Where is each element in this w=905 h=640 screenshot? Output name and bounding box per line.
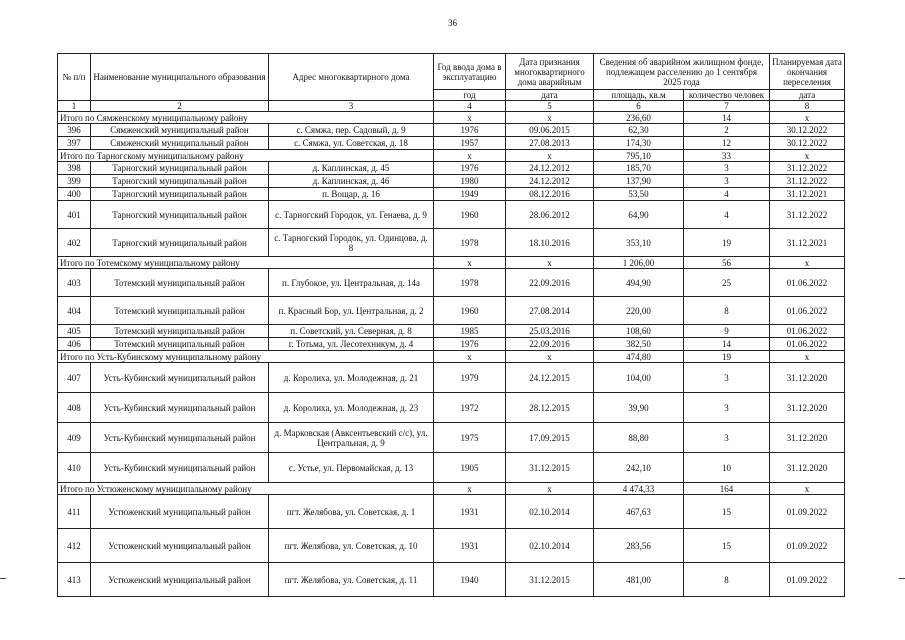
people-cell: 56 xyxy=(684,257,770,269)
end-date-cell: 01.06.2022 xyxy=(770,325,845,338)
municipality-cell: Устюженский муниципальный район xyxy=(91,529,269,563)
year-cell: x xyxy=(434,257,506,269)
people-cell: 164 xyxy=(684,483,770,495)
area-cell: 795,10 xyxy=(594,150,684,162)
municipality-cell: Тотемский муниципальный район xyxy=(91,269,269,297)
table-row xyxy=(58,124,845,137)
subheader-end-date: дата xyxy=(770,90,845,101)
date-cell: 27.08.2014 xyxy=(506,297,594,325)
row-number-cell: 399 xyxy=(58,175,91,188)
address-cell: пгт. Желябова, ул. Советская, д. 11 xyxy=(269,563,434,597)
year-cell: 1978 xyxy=(434,269,506,297)
table-row xyxy=(58,201,845,229)
row-number-cell: 401 xyxy=(58,201,91,229)
table-row xyxy=(58,363,845,393)
subheader-year: год xyxy=(434,90,506,101)
date-cell: x xyxy=(506,483,594,495)
year-cell: x xyxy=(434,150,506,162)
year-cell: x xyxy=(434,112,506,124)
year-cell: 1931 xyxy=(434,495,506,529)
table-row xyxy=(58,325,845,338)
municipality-cell: Тарногский муниципальный район xyxy=(91,201,269,229)
end-date-cell: 01.06.2022 xyxy=(770,269,845,297)
address-cell: с. Сямжа, ул. Советская, д. 18 xyxy=(269,137,434,150)
end-date-cell: x xyxy=(770,257,845,269)
people-cell: 2 xyxy=(684,124,770,137)
subheader-people: количество человек xyxy=(684,90,770,101)
header-end-date: Планируемая дата окончания переселения xyxy=(770,54,845,90)
column-number: 2 xyxy=(91,101,269,112)
address-cell: пгт. Желябова, ул. Советская, д. 10 xyxy=(269,529,434,563)
year-cell: 1976 xyxy=(434,162,506,175)
date-cell: x xyxy=(506,351,594,363)
end-date-cell: 31.12.2020 xyxy=(770,423,845,453)
area-cell: 382,50 xyxy=(594,338,684,351)
date-cell: 02.10.2014 xyxy=(506,495,594,529)
municipality-cell: Тотемский муниципальный район xyxy=(91,325,269,338)
header-emergency-date: Дата признания многоквартирного дома аварийным xyxy=(506,54,594,90)
total-row xyxy=(58,112,845,124)
date-cell: 18.10.2016 xyxy=(506,229,594,257)
table-row xyxy=(58,529,845,563)
total-label: Итого по Устюженскому муниципальному району xyxy=(58,483,434,495)
end-date-cell: 01.06.2022 xyxy=(770,297,845,325)
row-number-cell: 397 xyxy=(58,137,91,150)
total-row xyxy=(58,257,845,269)
column-number-row xyxy=(58,101,845,112)
header-municipality: Наименование муниципального образования xyxy=(91,54,269,101)
scan-edge-mark xyxy=(899,578,905,579)
people-cell: 4 xyxy=(684,201,770,229)
year-cell: 1905 xyxy=(434,453,506,483)
table-row xyxy=(58,229,845,257)
row-number-cell: 403 xyxy=(58,269,91,297)
municipality-cell: Тарногский муниципальный район xyxy=(91,162,269,175)
year-cell: 1972 xyxy=(434,393,506,423)
total-label: Итого по Тотемскому муниципальному району xyxy=(58,257,434,269)
year-cell: 1960 xyxy=(434,297,506,325)
address-cell: п. Вощар, д. 16 xyxy=(269,188,434,201)
end-date-cell: 01.09.2022 xyxy=(770,495,845,529)
municipality-cell: Сямженский муниципальный район xyxy=(91,124,269,137)
end-date-cell: 31.12.2020 xyxy=(770,453,845,483)
column-number: 7 xyxy=(684,101,770,112)
area-cell: 494,90 xyxy=(594,269,684,297)
row-number-cell: 407 xyxy=(58,363,91,393)
housing-table xyxy=(57,53,845,597)
people-cell: 15 xyxy=(684,495,770,529)
people-cell: 8 xyxy=(684,563,770,597)
end-date-cell: x xyxy=(770,351,845,363)
address-cell: с. Тарногский Городок, ул. Генаева, д. 9 xyxy=(269,201,434,229)
year-cell: 1979 xyxy=(434,363,506,393)
people-cell: 14 xyxy=(684,338,770,351)
municipality-cell: Тарногский муниципальный район xyxy=(91,175,269,188)
municipality-cell: Сямженский муниципальный район xyxy=(91,137,269,150)
address-cell: д. Каплинская, д. 45 xyxy=(269,162,434,175)
people-cell: 19 xyxy=(684,351,770,363)
people-cell: 8 xyxy=(684,297,770,325)
end-date-cell: 31.12.2022 xyxy=(770,162,845,175)
area-cell: 108,60 xyxy=(594,325,684,338)
row-number-cell: 409 xyxy=(58,423,91,453)
date-cell: 17.09.2015 xyxy=(506,423,594,453)
year-cell: x xyxy=(434,351,506,363)
end-date-cell: x xyxy=(770,483,845,495)
table-row xyxy=(58,162,845,175)
end-date-cell: 31.12.2021 xyxy=(770,188,845,201)
year-cell: 1978 xyxy=(434,229,506,257)
table-body xyxy=(58,112,845,597)
year-cell: 1976 xyxy=(434,124,506,137)
header-number: № п/п xyxy=(58,54,91,101)
people-cell: 25 xyxy=(684,269,770,297)
end-date-cell: 31.12.2020 xyxy=(770,393,845,423)
end-date-cell: 30.12.2022 xyxy=(770,137,845,150)
row-number-cell: 400 xyxy=(58,188,91,201)
year-cell: 1975 xyxy=(434,423,506,453)
row-number-cell: 412 xyxy=(58,529,91,563)
column-number: 1 xyxy=(58,101,91,112)
municipality-cell: Усть-Кубинский муниципальный район xyxy=(91,453,269,483)
column-number: 5 xyxy=(506,101,594,112)
area-cell: 1 206,00 xyxy=(594,257,684,269)
row-number-cell: 408 xyxy=(58,393,91,423)
header-housing-info: Сведения об аварийном жилищном фонде, подлежащем расселению до 1 сентября 2025 года xyxy=(594,54,770,90)
area-cell: 353,10 xyxy=(594,229,684,257)
column-number: 3 xyxy=(269,101,434,112)
table-row xyxy=(58,393,845,423)
address-cell: с. Сямжа, пер. Садовый, д. 9 xyxy=(269,124,434,137)
end-date-cell: 31.12.2022 xyxy=(770,201,845,229)
municipality-cell: Усть-Кубинский муниципальный район xyxy=(91,423,269,453)
date-cell: 24.12.2012 xyxy=(506,175,594,188)
total-label: Итого по Сямженскому муниципальному району xyxy=(58,112,434,124)
area-cell: 104,00 xyxy=(594,363,684,393)
total-row xyxy=(58,483,845,495)
date-cell: x xyxy=(506,257,594,269)
area-cell: 242,10 xyxy=(594,453,684,483)
people-cell: 3 xyxy=(684,175,770,188)
area-cell: 88,80 xyxy=(594,423,684,453)
table-row xyxy=(58,137,845,150)
end-date-cell: 30.12.2022 xyxy=(770,124,845,137)
row-number-cell: 398 xyxy=(58,162,91,175)
year-cell: 1949 xyxy=(434,188,506,201)
row-number-cell: 413 xyxy=(58,563,91,597)
table-row xyxy=(58,423,845,453)
people-cell: 3 xyxy=(684,363,770,393)
end-date-cell: 31.12.2021 xyxy=(770,229,845,257)
row-number-cell: 396 xyxy=(58,124,91,137)
table-row xyxy=(58,188,845,201)
address-cell: п. Глубокое, ул. Центральная, д. 14а xyxy=(269,269,434,297)
address-cell: д. Королиха, ул. Молодежная, д. 23 xyxy=(269,393,434,423)
area-cell: 137,90 xyxy=(594,175,684,188)
people-cell: 4 xyxy=(684,188,770,201)
row-number-cell: 404 xyxy=(58,297,91,325)
date-cell: x xyxy=(506,150,594,162)
row-number-cell: 406 xyxy=(58,338,91,351)
area-cell: 474,80 xyxy=(594,351,684,363)
people-cell: 33 xyxy=(684,150,770,162)
table-row xyxy=(58,269,845,297)
end-date-cell: 31.12.2022 xyxy=(770,175,845,188)
address-cell: пгт. Желябова, ул. Советская, д. 1 xyxy=(269,495,434,529)
address-cell: п. Красный Бор, ул. Центральная, д. 2 xyxy=(269,297,434,325)
year-cell: 1980 xyxy=(434,175,506,188)
municipality-cell: Усть-Кубинский муниципальный район xyxy=(91,363,269,393)
header-address: Адрес многоквартирного дома xyxy=(269,54,434,101)
table-row xyxy=(58,495,845,529)
people-cell: 19 xyxy=(684,229,770,257)
end-date-cell: 01.06.2022 xyxy=(770,338,845,351)
address-cell: п. Советский, ул. Северная, д. 8 xyxy=(269,325,434,338)
address-cell: д. Королиха, ул. Молодежная, д. 21 xyxy=(269,363,434,393)
row-number-cell: 405 xyxy=(58,325,91,338)
address-cell: с. Устье, ул. Первомайская, д. 13 xyxy=(269,453,434,483)
address-cell: д. Каплинская, д. 46 xyxy=(269,175,434,188)
area-cell: 220,00 xyxy=(594,297,684,325)
area-cell: 62,30 xyxy=(594,124,684,137)
column-number: 8 xyxy=(770,101,845,112)
year-cell: 1931 xyxy=(434,529,506,563)
date-cell: 28.12.2015 xyxy=(506,393,594,423)
date-cell: 02.10.2014 xyxy=(506,529,594,563)
area-cell: 4 474,33 xyxy=(594,483,684,495)
page-number: 36 xyxy=(448,18,457,28)
date-cell: 22.09.2016 xyxy=(506,269,594,297)
people-cell: 3 xyxy=(684,423,770,453)
table-header-row xyxy=(58,54,845,90)
total-row xyxy=(58,150,845,162)
date-cell: 24.12.2015 xyxy=(506,363,594,393)
column-number: 4 xyxy=(434,101,506,112)
municipality-cell: Тарногский муниципальный район xyxy=(91,188,269,201)
subheader-area: площадь, кв.м xyxy=(594,90,684,101)
people-cell: 3 xyxy=(684,393,770,423)
people-cell: 12 xyxy=(684,137,770,150)
year-cell: 1976 xyxy=(434,338,506,351)
year-cell: 1957 xyxy=(434,137,506,150)
row-number-cell: 411 xyxy=(58,495,91,529)
address-cell: г. Тотьма, ул. Лесотехникум, д. 4 xyxy=(269,338,434,351)
people-cell: 10 xyxy=(684,453,770,483)
table-row xyxy=(58,175,845,188)
date-cell: 24.12.2012 xyxy=(506,162,594,175)
subheader-date: дата xyxy=(506,90,594,101)
total-label: Итого по Усть-Кубинскому муниципальному району xyxy=(58,351,434,363)
end-date-cell: x xyxy=(770,112,845,124)
date-cell: 28.06.2012 xyxy=(506,201,594,229)
row-number-cell: 402 xyxy=(58,229,91,257)
year-cell: 1985 xyxy=(434,325,506,338)
people-cell: 3 xyxy=(684,162,770,175)
address-cell: д. Марковская (Авксентьевский с/с), ул. Центральная, д. 9 xyxy=(269,423,434,453)
year-cell: 1940 xyxy=(434,563,506,597)
municipality-cell: Тотемский муниципальный район xyxy=(91,297,269,325)
end-date-cell: 01.09.2022 xyxy=(770,529,845,563)
people-cell: 9 xyxy=(684,325,770,338)
area-cell: 467,63 xyxy=(594,495,684,529)
date-cell: 31.12.2015 xyxy=(506,563,594,597)
area-cell: 53,50 xyxy=(594,188,684,201)
date-cell: 27.08.2013 xyxy=(506,137,594,150)
scan-edge-mark xyxy=(0,578,6,579)
year-cell: 1960 xyxy=(434,201,506,229)
table-row xyxy=(58,297,845,325)
address-cell: с. Тарногский Городок, ул. Одинцова, д. 8 xyxy=(269,229,434,257)
header-year: Год ввода дома в эксплуатацию xyxy=(434,54,506,90)
end-date-cell: x xyxy=(770,150,845,162)
area-cell: 481,00 xyxy=(594,563,684,597)
date-cell: 31.12.2015 xyxy=(506,453,594,483)
column-number: 6 xyxy=(594,101,684,112)
date-cell: 22.09.2016 xyxy=(506,338,594,351)
total-row xyxy=(58,351,845,363)
municipality-cell: Устюженский муниципальный район xyxy=(91,563,269,597)
municipality-cell: Тарногский муниципальный район xyxy=(91,229,269,257)
table-row xyxy=(58,453,845,483)
people-cell: 15 xyxy=(684,529,770,563)
area-cell: 283,56 xyxy=(594,529,684,563)
date-cell: 09.06.2015 xyxy=(506,124,594,137)
date-cell: 08.12.2016 xyxy=(506,188,594,201)
area-cell: 174,30 xyxy=(594,137,684,150)
year-cell: x xyxy=(434,483,506,495)
area-cell: 64,90 xyxy=(594,201,684,229)
date-cell: x xyxy=(506,112,594,124)
end-date-cell: 31.12.2020 xyxy=(770,363,845,393)
area-cell: 236,60 xyxy=(594,112,684,124)
table-row xyxy=(58,338,845,351)
table-row xyxy=(58,563,845,597)
municipality-cell: Устюженский муниципальный район xyxy=(91,495,269,529)
people-cell: 14 xyxy=(684,112,770,124)
area-cell: 185,70 xyxy=(594,162,684,175)
date-cell: 25.03.2016 xyxy=(506,325,594,338)
municipality-cell: Тотемский муниципальный район xyxy=(91,338,269,351)
total-label: Итого по Тарногскому муниципальному району xyxy=(58,150,434,162)
row-number-cell: 410 xyxy=(58,453,91,483)
area-cell: 39,90 xyxy=(594,393,684,423)
end-date-cell: 01.09.2022 xyxy=(770,563,845,597)
municipality-cell: Усть-Кубинский муниципальный район xyxy=(91,393,269,423)
